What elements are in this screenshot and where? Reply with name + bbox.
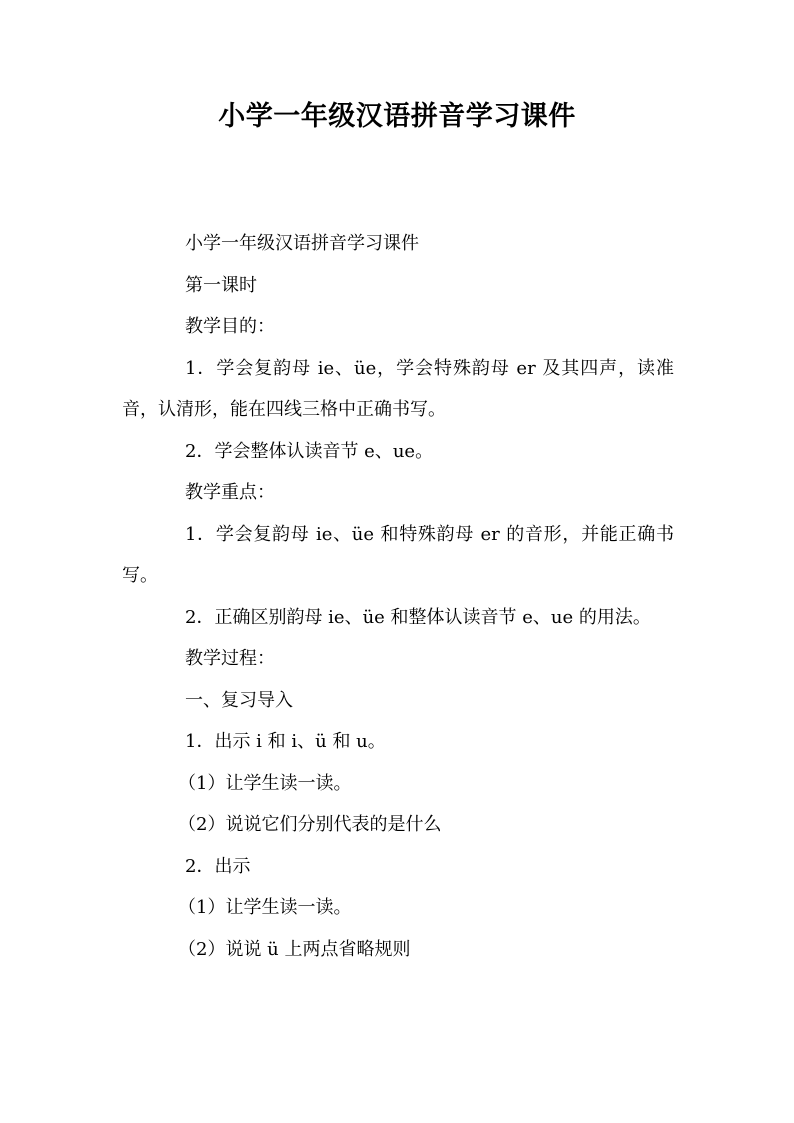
paragraph-step-1-b: （2）说说它们分别代表的是什么 <box>178 814 442 835</box>
paragraph-objective-1: 1．学会复韵母 ie、üe，学会特殊韵母 er 及其四声，读准音，认清形，能在四线三格中正确书写。 <box>122 357 674 420</box>
document-title: 小学一年级汉语拼音学习课件 <box>218 101 576 132</box>
paragraph-section-review: 一、复习导入 <box>185 689 293 711</box>
paragraph-step-1: 1．出示 i 和 i、ü 和 u。 <box>185 731 386 752</box>
document-body <box>122 223 674 970</box>
paragraph-objectives-label: 教学目的： <box>185 316 275 337</box>
paragraph-objective-2: 2．学会整体认读音节 e、ue。 <box>185 440 434 462</box>
paragraph-heading: 小学一年级汉语拼音学习课件 <box>185 233 419 254</box>
paragraph-process-label: 教学过程： <box>185 648 275 669</box>
paragraph-keypoint-2: 2．正确区别韵母 ie、üe 和整体认读音节 e、ue 的用法。 <box>185 606 651 628</box>
paragraph-lesson: 第一课时 <box>185 274 257 296</box>
paragraph-step-2-a: （1）让学生读一读。 <box>178 897 352 918</box>
paragraph-step-1-a: （1）让学生读一读。 <box>178 772 352 794</box>
paragraph-step-2: 2．出示 <box>185 855 251 877</box>
paragraph-keypoint-1: 1．学会复韵母 ie、üe 和特殊韵母 er 的音形，并能正确书写。 <box>122 523 674 586</box>
paragraph-step-2-b: （2）说说 ü 上两点省略规则 <box>178 938 411 960</box>
paragraph-keypoints-label: 教学重点： <box>185 482 275 503</box>
